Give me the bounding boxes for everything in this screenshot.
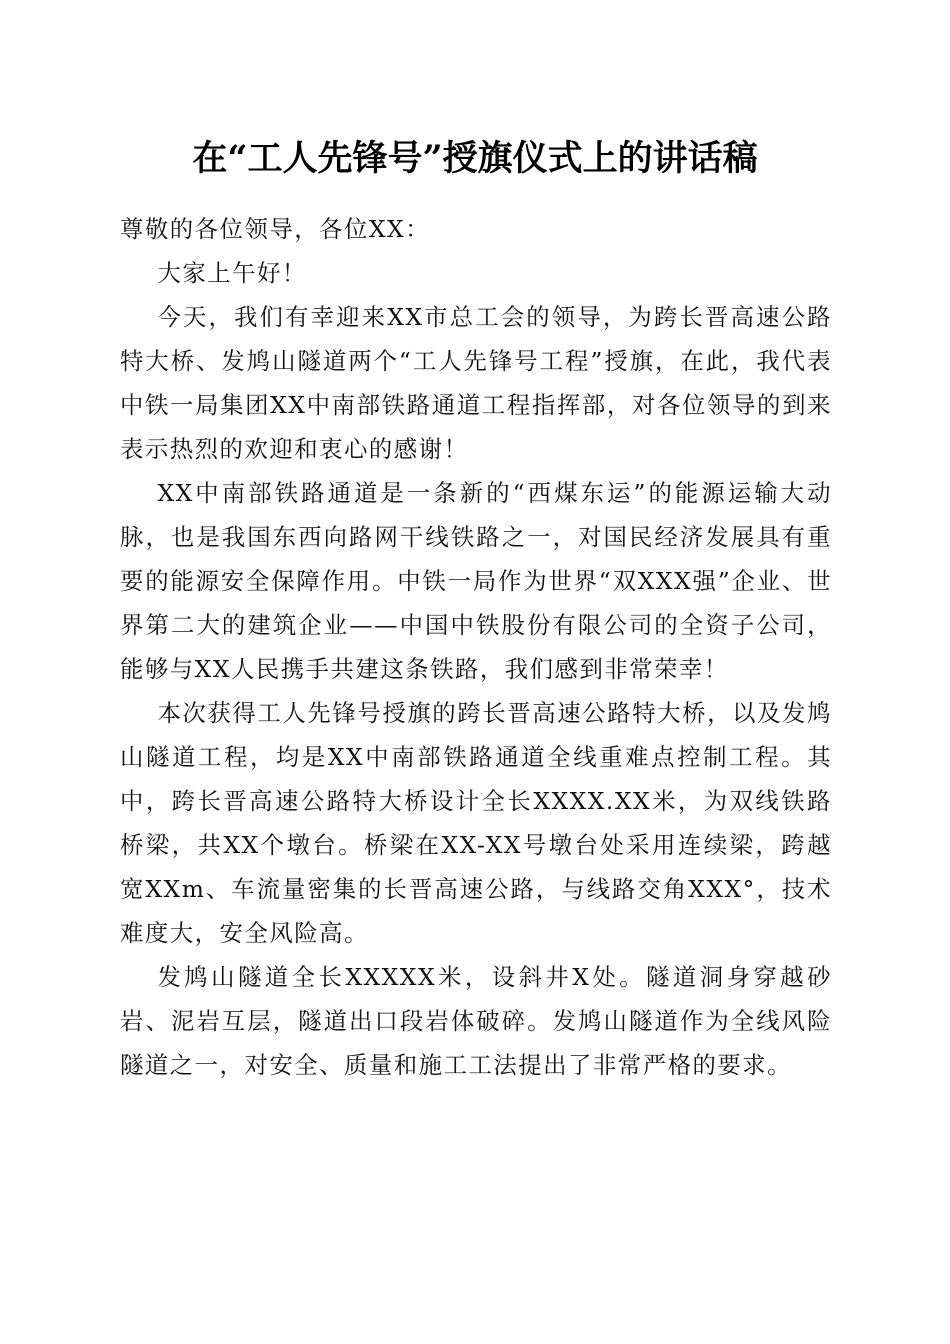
paragraph-bridge: 本次获得工人先锋号授旗的跨长晋高速公路特大桥，以及发鸠山隧道工程，均是XX中南部铁路通道全线重难点控制工程。其中，跨长晋高速公路特大桥设计全长XXXX.XX米，为双线铁路桥梁，共XX个墩台。桥梁在XX-XX号墩台处采用连续梁，跨越宽XXm、车流量密集的长晋高速公路，与线路交角XXX°，技术难度大，安全风险高。 [120,699,832,947]
salutation: 尊敬的各位领导，各位XX： [120,215,431,243]
paragraph-tunnel: 发鸠山隧道全长XXXXX米，设斜井X处。隧道洞身穿越砂岩、泥岩互层，隧道出口段岩体破碎。发鸠山隧道作为全线风险隧道之一，对安全、质量和施工工法提出了非常严格的要求。 [120,963,832,1079]
paragraph-intro: 今天，我们有幸迎来XX市总工会的领导，为跨长晋高速公路特大桥、发鸠山隧道两个“工人先锋号工程”授旗，在此，我代表中铁一局集团XX中南部铁路通道工程指挥部，对各位领导的到来表示热烈的欢迎和衷心的感谢！ [120,303,832,463]
document-title: 在“工人先锋号”授旗仪式上的讲话稿 [192,138,758,179]
greeting: 大家上午好！ [157,259,307,287]
document-body [120,207,832,1087]
paragraph-railway: XX中南部铁路通道是一条新的“西煤东运”的能源运输大动脉，也是我国东西向路网干线铁路之一，对国民经济发展具有重要的能源安全保障作用。中铁一局作为世界“双XXX强”企业、世界第二大的建筑企业——中国中铁股份有限公司的全资子公司，能够与XX人民携手共建这条铁路，我们感到非常荣幸！ [120,479,832,683]
